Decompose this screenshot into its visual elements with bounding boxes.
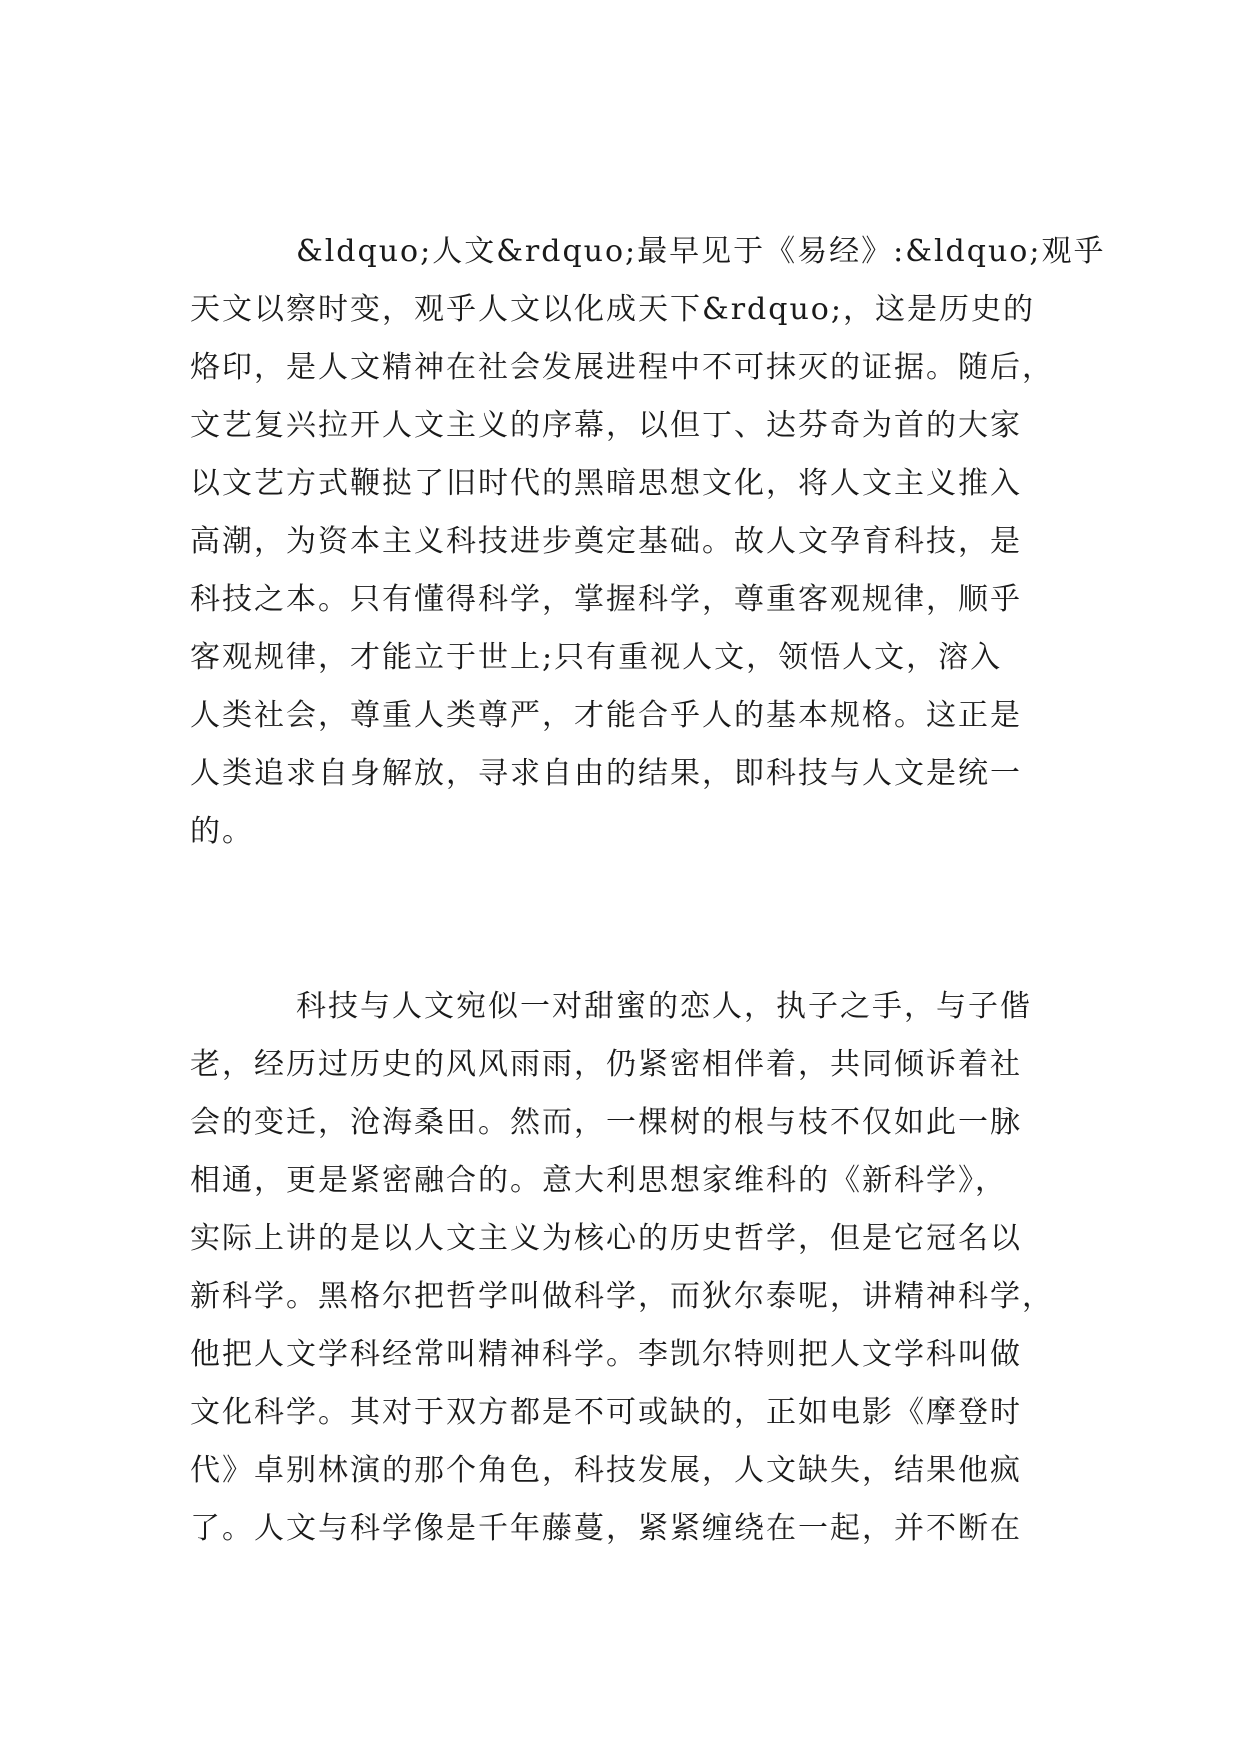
paragraph-line: 高潮，为资本主义科技进步奠定基础。故人文孕育科技，是 [190, 524, 1022, 559]
paragraph-line: 老，经历过历史的风风雨雨，仍紧密相伴着，共同倾诉着社 [190, 1047, 1022, 1082]
paragraph-line: 人类社会，尊重人类尊严，才能合乎人的基本规格。这正是 [190, 698, 1022, 733]
paragraph-line: 人类追求自身解放，寻求自由的结果，即科技与人文是统一 [190, 756, 1022, 791]
paragraph-line: &ldquo;人文&rdquo;最早见于《易经》:&ldquo;观乎 [296, 234, 1106, 269]
paragraph-line: 以文艺方式鞭挞了旧时代的黑暗思想文化，将人文主义推入 [190, 466, 1022, 501]
paragraph-1 [190, 223, 1106, 861]
paragraph-line: 文艺复兴拉开人文主义的序幕，以但丁、达芬奇为首的大家 [190, 408, 1022, 443]
paragraph-line: 天文以察时变，观乎人文以化成天下&rdquo;，这是历史的 [190, 292, 1035, 327]
paragraph-line: 实际上讲的是以人文主义为核心的历史哲学，但是它冠名以 [190, 1221, 1022, 1256]
paragraph-line: 会的变迁，沧海桑田。然而，一棵树的根与枝不仅如此一脉 [190, 1105, 1022, 1140]
paragraph-line: 的。 [190, 814, 254, 849]
paragraph-line: 烙印，是人文精神在社会发展进程中不可抹灭的证据。随后， [190, 350, 1054, 385]
paragraph-line: 客观规律，才能立于世上;只有重视人文，领悟人文，溶入 [190, 640, 1003, 675]
paragraph-line: 了。人文与科学像是千年藤蔓，紧紧缠绕在一起，并不断在 [190, 1511, 1022, 1546]
paragraph-line: 新科学。黑格尔把哲学叫做科学，而狄尔泰呢，讲精神科学， [190, 1279, 1054, 1314]
paragraph-line: 他把人文学科经常叫精神科学。李凯尔特则把人文学科叫做 [190, 1337, 1022, 1372]
paragraph-line: 代》卓别林演的那个角色，科技发展，人文缺失，结果他疯 [190, 1453, 1022, 1488]
paragraph-line: 文化科学。其对于双方都是不可或缺的，正如电影《摩登时 [190, 1395, 1022, 1430]
paragraph-2 [190, 978, 1054, 1558]
paragraph-line: 科技与人文宛似一对甜蜜的恋人，执子之手，与子偕 [296, 989, 1032, 1024]
paragraph-line: 相通，更是紧密融合的。意大利思想家维科的《新科学》， [190, 1163, 1007, 1198]
paragraph-line: 科技之本。只有懂得科学，掌握科学，尊重客观规律，顺乎 [190, 582, 1022, 617]
